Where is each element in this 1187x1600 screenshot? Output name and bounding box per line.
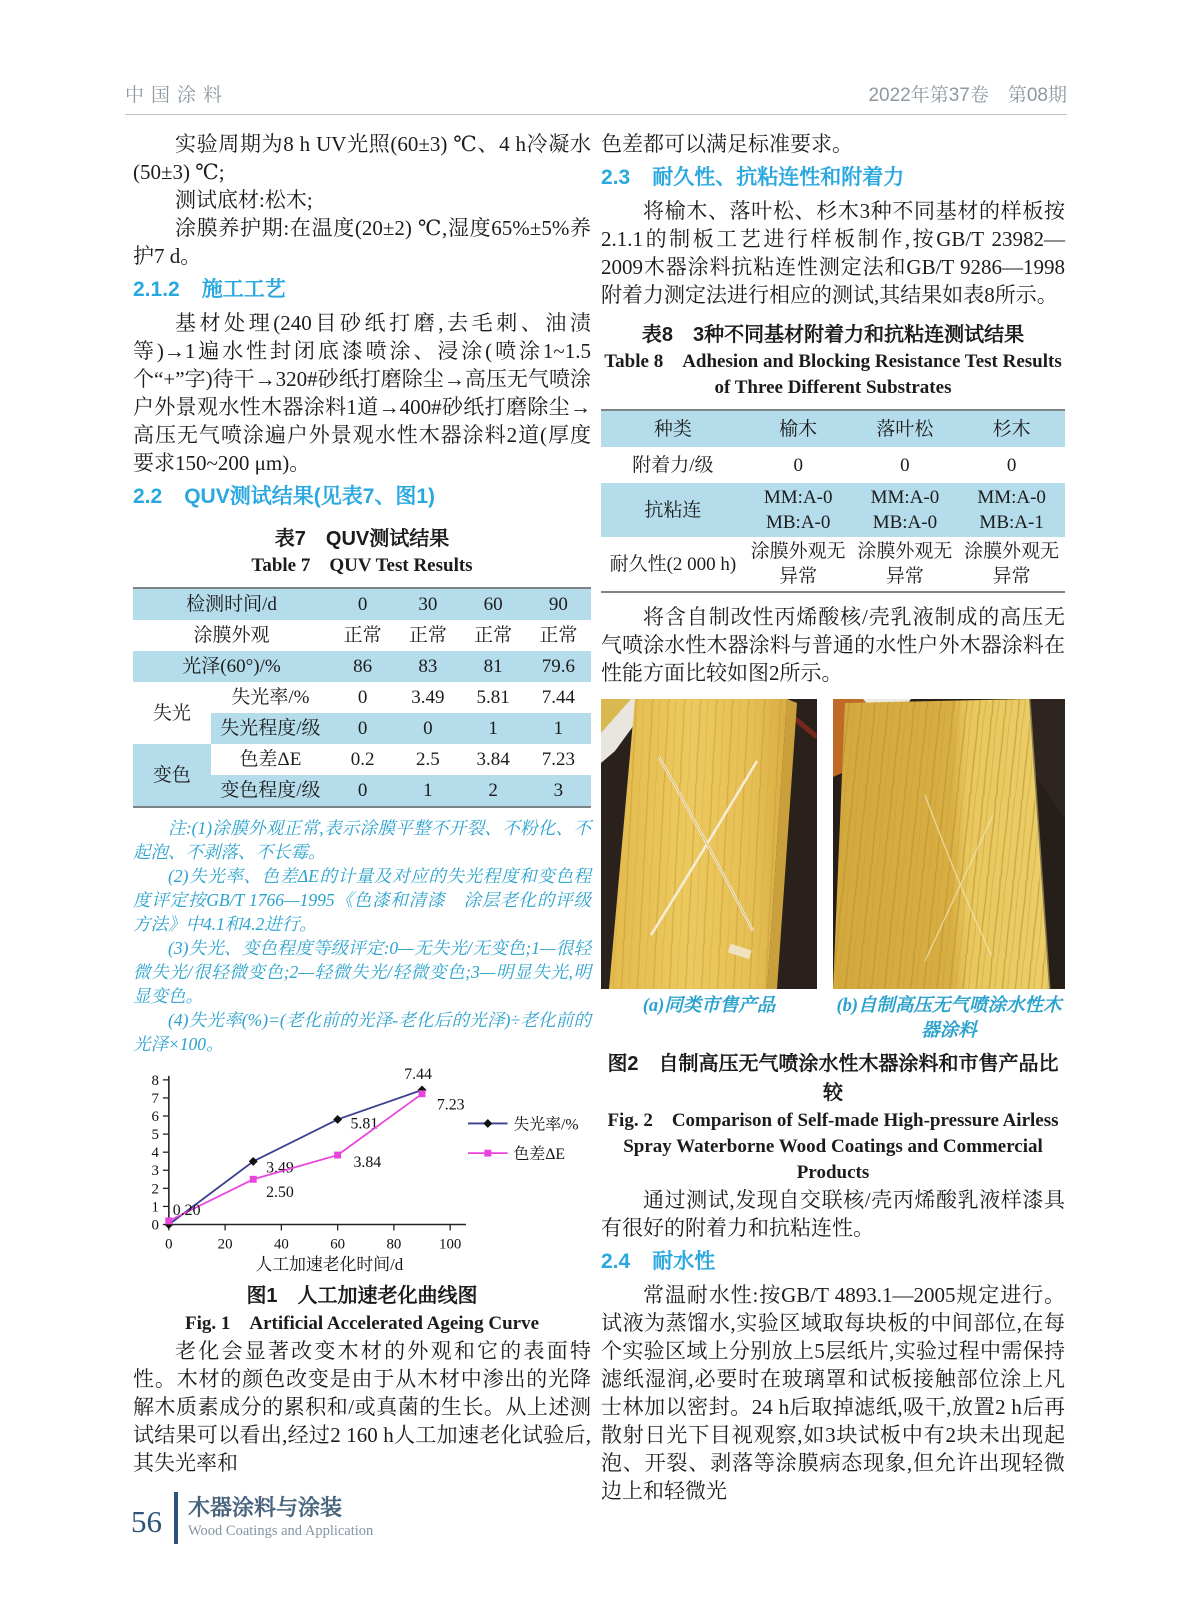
cell-line: MM:A-0	[870, 487, 940, 508]
cell: 90	[526, 588, 591, 620]
cell: 正常	[474, 625, 513, 646]
cell: 30	[395, 588, 460, 620]
cell	[745, 483, 852, 537]
issue-info: 2022年第37卷 第08期	[868, 85, 1067, 106]
figure1-caption-en: Fig. 1 Artificial Accelerated Ageing Curve	[184, 1313, 540, 1334]
cell: 3.84	[476, 749, 510, 770]
svg-text:3.84: 3.84	[353, 1153, 382, 1171]
cell: 0	[395, 713, 460, 744]
paragraph-substrate: 测试底材:松木;	[175, 188, 313, 212]
table7-caption-en: Table 7 QUV Test Results	[251, 555, 473, 576]
col-header: 种类	[601, 410, 745, 447]
table-row	[133, 588, 591, 620]
row-label: 光泽(60°)/%	[133, 651, 330, 682]
col-header: 落叶松	[852, 410, 959, 447]
table-row	[133, 682, 591, 713]
svg-text:60: 60	[330, 1236, 346, 1253]
cell: 83	[395, 651, 460, 682]
svg-text:100: 100	[439, 1236, 462, 1253]
table-row	[133, 651, 591, 682]
cell-line: MB:A-1	[979, 512, 1044, 533]
row-label: 变色程度/级	[211, 775, 330, 807]
photo-caption-b: (b)自制高压无气喷涂水性木器涂料	[836, 996, 1062, 1041]
section-number: 2.2	[133, 485, 163, 508]
cell: 7.23	[541, 749, 575, 770]
photo-caption-a: (a)同类市售产品	[642, 996, 776, 1016]
cell: 0	[1006, 454, 1017, 476]
paragraph-ageing-discussion: 老化会显著改变木材的外观和它的表面特性。木材的颜色改变是由于从木材中渗出的光降解木质素成分的累积和/或真菌的生长。从上述测试结果可以看出,经过2 160 h人工加速老化试验后,其失光率和	[133, 1339, 591, 1475]
cell-line: MB:A-0	[765, 512, 831, 533]
row-label: 色差ΔE	[239, 749, 302, 770]
svg-text:2: 2	[151, 1181, 159, 1198]
cell: 0	[330, 713, 395, 744]
cell: 1	[460, 713, 525, 744]
svg-text:7.44: 7.44	[404, 1066, 432, 1084]
cell: 1	[395, 775, 460, 807]
cell: 3	[526, 775, 591, 807]
footer-section-en: Wood Coatings and Application	[188, 1523, 374, 1539]
section-number: 2.1.2	[133, 278, 180, 301]
row-label: 抗粘连	[601, 483, 745, 537]
section-title: 耐久性、抗粘连性和附着力	[652, 166, 905, 189]
svg-text:3: 3	[151, 1163, 159, 1180]
section-heading-22	[133, 480, 591, 513]
section-title: 耐水性	[652, 1250, 716, 1273]
table-row	[601, 537, 1065, 592]
figure2-photo-commercial	[601, 699, 817, 989]
table8-caption-en: Table 8 Adhesion and Blocking Resistance Test Results of Three Different Substrates	[604, 351, 1062, 398]
cell: 0	[900, 454, 910, 476]
svg-text:40: 40	[273, 1236, 289, 1253]
svg-text:2.50: 2.50	[266, 1184, 294, 1202]
row-label: 失光率/%	[231, 687, 310, 708]
table-row	[601, 483, 1065, 537]
svg-text:3.49: 3.49	[266, 1159, 294, 1177]
note-2: (2)失光率、色差ΔE的计量及对应的失光程度和变色程度评定按GB/T 1766—1995《色漆和清漆 涂层老化的评级方法》中4.1和4.2进行。	[133, 866, 591, 934]
paragraph-curing: 涂膜养护期:在温度(20±2) ℃,湿度65%±5%养护7 d。	[133, 216, 591, 268]
section-title: QUV测试结果(见表7、图1)	[184, 485, 436, 508]
figure2-caption-cn: 图2 自制高压无气喷涂水性木器涂料和市售产品比较	[607, 1053, 1059, 1104]
section-number: 2.3	[601, 166, 631, 189]
left-column	[133, 130, 591, 1477]
paragraph-water-resistance: 常温耐水性:按GB/T 4893.1—2005规定进行。试液为蒸馏水,实验区域取每块板的中间部位,在每个实验区域上分别放上5层纸片,实验过程中需保持滤纸湿润,必要时在玻璃罩和试板接触部位涂上凡士林加以密封。24 h后取掉滤纸,吸干,放置2 h后再散射日光下目视观察,如3块试板中有2块未出现起泡、开裂、剥落等涂膜病态现象,但允许出现轻微边上和轻微光	[601, 1283, 1065, 1503]
cell: 正常	[343, 625, 382, 646]
right-column	[601, 130, 1065, 1505]
cell-line: MM:A-0	[977, 487, 1046, 508]
note-1: 注:(1)涂膜外观正常,表示涂膜平整不开裂、不粉化、不起泡、不剥落、不长霉。	[133, 818, 591, 862]
svg-text:4: 4	[151, 1145, 159, 1162]
cell: 3.49	[411, 687, 445, 708]
figure2-caption-en: Fig. 2 Comparison of Self-made High-pressure Airless Spray Waterborne Wood Coatings and Commercial Products	[607, 1110, 1059, 1183]
cell: 0	[793, 454, 803, 476]
page-number: 56	[131, 1504, 162, 1539]
paragraph-continuation: 色差都可以满足标准要求。	[601, 132, 853, 156]
cell: 0.2	[350, 749, 375, 770]
cell: 79.6	[526, 651, 591, 682]
svg-text:80: 80	[386, 1236, 402, 1253]
cell: 5.81	[476, 687, 510, 708]
svg-text:1: 1	[151, 1199, 159, 1216]
table-row	[601, 410, 1065, 447]
footer-section-cn: 木器涂料与涂装	[188, 1495, 343, 1520]
svg-text:20: 20	[217, 1236, 233, 1253]
footer-section	[188, 1495, 373, 1541]
section-number: 2.4	[601, 1250, 631, 1273]
row-label: 耐久性(2 000 h)	[609, 553, 737, 575]
row-label: 失光程度/级	[211, 713, 330, 744]
svg-text:5: 5	[151, 1127, 159, 1144]
svg-text:0: 0	[151, 1217, 159, 1234]
footer-divider-bar	[174, 1492, 178, 1544]
cell: 81	[460, 651, 525, 682]
cell-line: MB:A-0	[872, 512, 938, 533]
wood-grain	[833, 699, 1049, 989]
cell: 涂膜外观无异常	[750, 541, 846, 587]
page-footer	[131, 1492, 373, 1544]
col-header: 杉木	[958, 410, 1065, 447]
svg-text:0.20: 0.20	[172, 1201, 201, 1219]
cell: 正常	[408, 625, 447, 646]
paragraph-test-conclusion: 通过测试,发现自交联核/壳丙烯酸乳液样漆具有很好的附着力和抗粘连性。	[601, 1188, 1065, 1240]
cell-line: MM:A-0	[763, 487, 833, 508]
figure1-chart	[133, 1066, 591, 1276]
svg-text:6: 6	[151, 1108, 159, 1125]
table7-notes	[133, 816, 591, 1056]
table7-caption-cn: 表7 QUV测试结果	[274, 528, 450, 550]
row-label: 涂膜外观	[193, 625, 270, 646]
section-heading-24	[601, 1245, 1065, 1278]
wood-grain	[609, 699, 787, 989]
cell: 0	[357, 687, 368, 708]
journal-name: 中国涂料	[125, 85, 230, 106]
cell: 涂膜外观无异常	[964, 541, 1060, 587]
section-title: 施工工艺	[201, 278, 286, 301]
cell: 60	[460, 588, 525, 620]
table-row	[601, 447, 1065, 483]
section-heading-212	[133, 273, 591, 306]
svg-text:失光率/%: 失光率/%	[513, 1116, 579, 1134]
cell	[852, 483, 959, 537]
svg-text:8: 8	[151, 1072, 159, 1089]
cell: 86	[330, 651, 395, 682]
table-row	[133, 744, 591, 775]
note-3: (3)失光、变色程度等级评定:0—无失光/无变色;1—很轻微失光/很轻微变色;2—轻微失光/轻微变色;3—明显失光,明显变色。	[133, 938, 591, 1006]
svg-text:7: 7	[151, 1090, 159, 1107]
cell: 1	[526, 713, 591, 744]
header-rule	[125, 114, 1067, 115]
svg-text:7.23: 7.23	[436, 1096, 465, 1114]
group-label: 变色	[133, 744, 211, 807]
cell: 7.44	[541, 687, 575, 708]
row-label: 附着力/级	[632, 454, 714, 476]
col-header: 榆木	[745, 410, 852, 447]
note-4: (4)失光率(%)=(老化前的光泽-老化后的光泽)÷老化前的光泽×100。	[133, 1010, 591, 1054]
paragraph-process: 基材处理(240目砂纸打磨,去毛刺、油渍等)→1遍水性封闭底漆喷涂、浸涂(喷涂1~1.5个“+”字)待干→320#砂纸打磨除尘→高压无气喷涂户外景观水性木器涂料1道→400#砂纸打磨除尘→高压无气喷涂遍户外景观水性木器涂料2道(厚度要求150~200 μm)。	[133, 311, 591, 475]
figure1-caption-cn: 图1 人工加速老化曲线图	[246, 1285, 478, 1307]
paragraph-substrates-test: 将榆木、落叶松、杉木3种不同基材的样板按2.1.1的制板工艺进行样板制作,按GB/T 23982—2009木器涂料抗粘连性测定法和GB/T 9286—1998附着力测定法进行相应的测试,其结果如表8所示。	[601, 199, 1065, 307]
cell: 涂膜外观无异常	[857, 541, 953, 587]
figure2-photos	[601, 699, 1065, 989]
cell: 0	[330, 775, 395, 807]
ageing-curve-chart	[133, 1066, 591, 1276]
paragraph-comparison-intro: 将含自制改性丙烯酸核/壳乳液制成的高压无气喷涂水性木器涂料与普通的水性户外木器涂料在性能方面比较如图2所示。	[601, 605, 1065, 685]
cell: 2.5	[415, 749, 440, 770]
page-header	[125, 80, 1067, 107]
figure2-photo-captions	[601, 994, 1065, 1044]
svg-text:0: 0	[165, 1236, 173, 1253]
cell: 正常	[539, 625, 578, 646]
paragraph-experiment-cycle: 实验周期为8 h UV光照(60±3) ℃、4 h冷凝水(50±3) ℃;	[133, 132, 591, 184]
figure2-photo-selfmade	[833, 699, 1065, 989]
row-label: 检测时间/d	[133, 588, 330, 620]
svg-text:人工加速老化时间/d: 人工加速老化时间/d	[255, 1255, 404, 1275]
table-row	[133, 620, 591, 651]
table8-adhesion-blocking	[601, 409, 1065, 593]
table8-caption-cn: 表8 3种不同基材附着力和抗粘连测试结果	[641, 324, 1025, 346]
svg-text:色差ΔE: 色差ΔE	[513, 1146, 566, 1164]
cell: 0	[330, 588, 395, 620]
svg-text:5.81: 5.81	[350, 1115, 379, 1133]
table7-quv-results	[133, 587, 591, 808]
group-label: 失光	[152, 702, 191, 724]
cell	[958, 483, 1065, 537]
cell: 2	[460, 775, 525, 807]
section-heading-23	[601, 161, 1065, 194]
